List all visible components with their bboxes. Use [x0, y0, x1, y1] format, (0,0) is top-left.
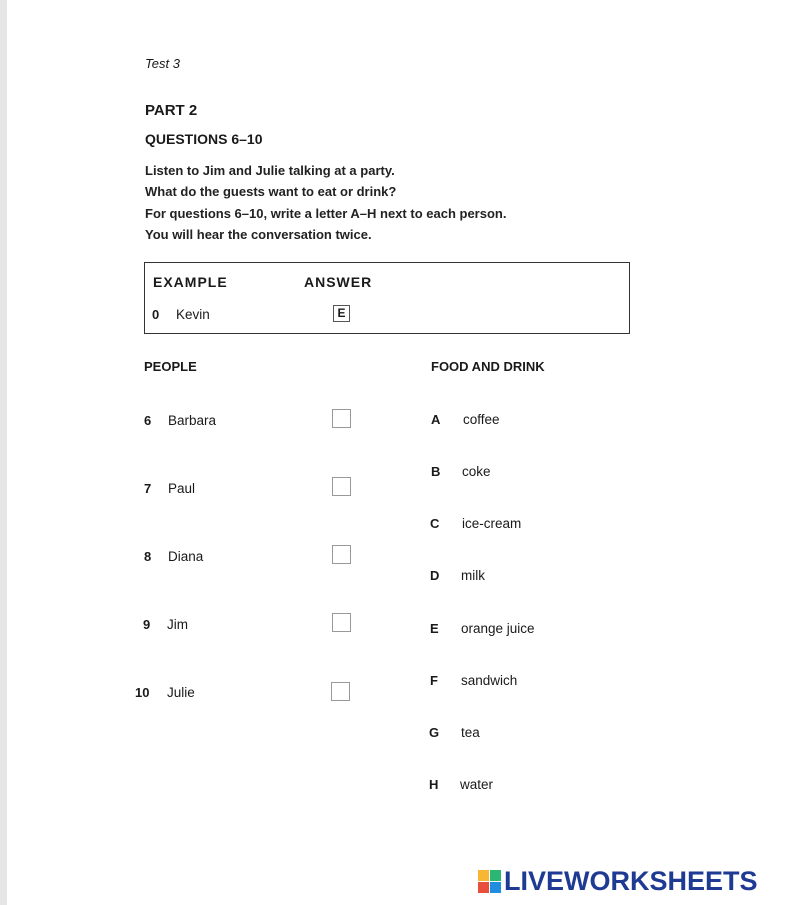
- option-label: water: [460, 777, 494, 792]
- option-letter: C: [430, 516, 440, 531]
- option-letter: H: [429, 777, 439, 792]
- questions-title: QUESTIONS 6–10: [145, 131, 263, 147]
- option-label: ice-cream: [462, 516, 522, 531]
- option-letter: D: [430, 568, 440, 583]
- answer-input-10[interactable]: [331, 682, 350, 701]
- answer-heading: ANSWER: [304, 274, 373, 290]
- instruction-line: You will hear the conversation twice.: [145, 227, 372, 242]
- person-number: 9: [143, 617, 151, 632]
- liveworksheets-logo[interactable]: [478, 866, 758, 897]
- person-name: Barbara: [168, 413, 217, 428]
- person-name: Diana: [168, 549, 204, 564]
- option-label: coffee: [463, 412, 500, 427]
- option-label: orange juice: [461, 621, 535, 636]
- instruction-line: Listen to Jim and Julie talking at a party.: [145, 163, 395, 178]
- example-box: [144, 262, 630, 334]
- instruction-line: For questions 6–10, write a letter A–H next to each person.: [145, 206, 507, 221]
- person-name: Jim: [167, 617, 188, 632]
- option-letter: G: [429, 725, 440, 740]
- logo-text: LIVEWORKSHEETS: [504, 866, 758, 896]
- option-letter: B: [431, 464, 441, 479]
- liveworksheets-logo-icon: [478, 870, 501, 893]
- answer-input-7[interactable]: [332, 477, 351, 496]
- person-name: Paul: [168, 481, 196, 496]
- page-left-edge: [0, 0, 7, 905]
- test-label: Test 3: [145, 56, 180, 71]
- option-letter: E: [430, 621, 439, 636]
- option-letter: F: [430, 673, 438, 688]
- person-name: Julie: [167, 685, 195, 700]
- food-and-drink-heading: FOOD AND DRINK: [431, 359, 545, 374]
- person-number: 8: [144, 549, 152, 564]
- answer-input-8[interactable]: [332, 545, 351, 564]
- answer-input-9[interactable]: [332, 613, 351, 632]
- example-number: 0: [152, 307, 160, 322]
- person-number: 7: [144, 481, 152, 496]
- example-name: Kevin: [176, 307, 210, 322]
- instruction-line: What do the guests want to eat or drink?: [145, 184, 397, 199]
- option-label: coke: [462, 464, 491, 479]
- people-heading: PEOPLE: [144, 359, 197, 374]
- option-label: tea: [461, 725, 480, 740]
- example-answer-box: E: [333, 305, 350, 322]
- person-number: 10: [135, 685, 150, 700]
- option-label: sandwich: [461, 673, 518, 688]
- answer-input-6[interactable]: [332, 409, 351, 428]
- option-label: milk: [461, 568, 485, 583]
- option-letter: A: [431, 412, 441, 427]
- example-heading: EXAMPLE: [153, 274, 228, 290]
- person-number: 6: [144, 413, 152, 428]
- part-title: PART 2: [145, 102, 198, 119]
